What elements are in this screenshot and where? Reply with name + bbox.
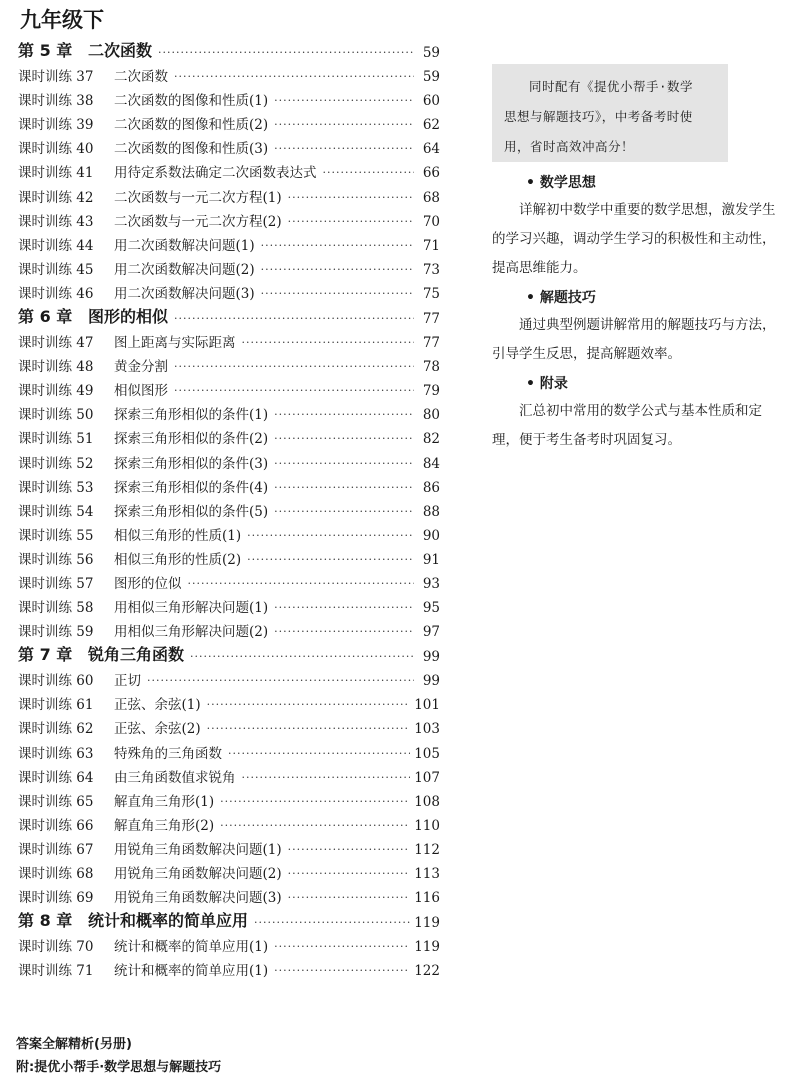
- toc-page-number: 79: [422, 383, 440, 400]
- toc-lesson-row: [18, 157, 440, 181]
- toc-entry-title: 用相似三角形解决问题(2): [114, 624, 269, 641]
- toc-page-number: 113: [414, 866, 440, 882]
- toc-leader-dots: [274, 432, 414, 445]
- toc-entry-number: 第 5 章: [18, 41, 73, 60]
- toc-entry-title: 锐角三角函数: [88, 645, 185, 665]
- toc-leader-dots: [274, 481, 414, 494]
- toc-entry-title: 用二次函数解决问题(1): [114, 237, 255, 254]
- footer-appendix-note: 附:提优小帮手·数学思想与解题技巧: [16, 1060, 222, 1075]
- toc-entry-number: 课时训练 65: [18, 793, 94, 810]
- toc-entry-title: 探索三角形相似的条件(2): [114, 431, 269, 448]
- toc-entry-number: 课时训练 64: [18, 769, 94, 786]
- table-of-contents: [18, 36, 440, 979]
- toc-lesson-row: [18, 109, 440, 133]
- toc-page-number: 103: [414, 721, 440, 738]
- toc-page-number: 66: [422, 165, 440, 182]
- toc-entry-title: 图形的相似: [88, 306, 169, 326]
- toc-page-number: 59: [422, 69, 440, 86]
- toc-entry-title: 二次函数: [114, 69, 168, 86]
- toc-leader-dots: [247, 553, 414, 566]
- toc-entry-number: 课时训练 38: [18, 93, 94, 110]
- toc-entry-number: 课时训练 59: [18, 624, 94, 641]
- toc-entry-number: 课时训练 46: [18, 285, 94, 302]
- toc-entry-number: 课时训练 53: [18, 479, 94, 496]
- toc-lesson-row: [18, 399, 440, 423]
- toc-page-number: 95: [422, 600, 440, 617]
- toc-entry-title: 统计和概率的简单应用: [88, 911, 249, 931]
- toc-page-number: 60: [422, 93, 440, 110]
- toc-page-number: 119: [414, 915, 440, 932]
- toc-page-number: 77: [422, 335, 440, 352]
- toc-page-number: 80: [422, 407, 440, 424]
- toc-page-number: 105: [414, 745, 440, 762]
- toc-page-number: 116: [414, 890, 440, 907]
- toc-chapter-row: [18, 36, 440, 61]
- page-title: 九年级下: [20, 8, 104, 32]
- toc-leader-dots: [274, 408, 414, 421]
- toc-page-number: 112: [414, 841, 440, 858]
- toc-entry-title: 二次函数: [88, 41, 153, 60]
- toc-lesson-row: [18, 278, 440, 302]
- toc-page-number: 59: [422, 45, 440, 61]
- toc-entry-title: 探索三角形相似的条件(1): [114, 407, 269, 424]
- toc-leader-dots: [174, 384, 414, 397]
- toc-entry-number: 课时训练 39: [18, 117, 94, 134]
- toc-lesson-row: [18, 206, 440, 230]
- toc-chapter-row: [18, 640, 440, 665]
- toc-leader-dots: [174, 70, 414, 83]
- toc-lesson-row: [18, 447, 440, 471]
- toc-entry-number: 课时训练 62: [18, 721, 94, 738]
- toc-lesson-row: [18, 254, 440, 278]
- toc-lesson-row: [18, 689, 440, 713]
- toc-entry-number: 课时训练 56: [18, 551, 94, 568]
- toc-entry-number: 课时训练 63: [18, 745, 94, 762]
- toc-page-number: 78: [422, 359, 440, 376]
- note-line: 同时配有《提优小帮手·数学: [529, 79, 694, 94]
- toc-leader-dots: [274, 457, 414, 470]
- toc-entry-number: 课时训练 48: [18, 359, 94, 376]
- toc-entry-number: 课时训练 45: [18, 261, 94, 278]
- toc-leader-dots: [220, 795, 410, 808]
- toc-page-number: 82: [422, 431, 440, 448]
- toc-leader-dots: [228, 747, 410, 760]
- toc-entry-title: 二次函数与一元二次方程(1): [114, 189, 282, 206]
- toc-entry-number: 课时训练 54: [18, 503, 94, 520]
- toc-lesson-row: [18, 85, 440, 109]
- toc-page-number: 62: [422, 117, 440, 134]
- toc-entry-number: 课时训练 69: [18, 890, 94, 907]
- toc-page-number: 70: [422, 213, 440, 230]
- toc-page-number: 75: [422, 285, 440, 302]
- toc-entry-title: 解直角三角形(2): [114, 817, 215, 834]
- toc-leader-dots: [274, 142, 414, 155]
- toc-leader-dots: [242, 771, 411, 784]
- toc-entry-title: 用待定系数法确定二次函数表达式: [114, 165, 317, 182]
- toc-lesson-row: [18, 762, 440, 786]
- feature-description: 通过典型例题讲解常用的解题技巧与方法，引导学生反思，提高解题效率。: [492, 317, 776, 362]
- toc-entry-title: 用二次函数解决问题(2): [114, 261, 255, 278]
- toc-leader-dots: [254, 916, 410, 929]
- toc-page-number: 71: [422, 237, 440, 254]
- toc-page-number: 107: [414, 769, 440, 786]
- toc-leader-dots: [323, 166, 415, 179]
- toc-lesson-row: [18, 327, 440, 351]
- toc-lesson-row: [18, 61, 440, 85]
- toc-chapter-row: [18, 302, 440, 327]
- toc-leader-dots: [261, 287, 414, 300]
- feature-heading: • 解题技巧: [526, 290, 596, 306]
- toc-entry-title: 探索三角形相似的条件(5): [114, 503, 269, 520]
- toc-leader-dots: [288, 215, 414, 228]
- toc-lesson-row: [18, 955, 440, 979]
- toc-entry-title: 用二次函数解决问题(3): [114, 285, 255, 302]
- toc-entry-number: 课时训练 66: [18, 817, 94, 834]
- toc-page-number: 90: [422, 527, 440, 544]
- note-line: 思想与解题技巧》，中考备考时使: [504, 109, 693, 124]
- toc-entry-title: 相似三角形的性质(1): [114, 527, 242, 544]
- toc-entry-number: 课时训练 57: [18, 575, 94, 592]
- toc-entry-number: 课时训练 55: [18, 527, 94, 544]
- toc-entry-number: 课时训练 68: [18, 866, 94, 882]
- toc-leader-dots: [207, 722, 411, 735]
- toc-entry-number: 课时训练 58: [18, 600, 94, 617]
- toc-page-number: 101: [414, 697, 440, 714]
- toc-lesson-row: [18, 616, 440, 640]
- toc-page-number: 97: [422, 624, 440, 641]
- toc-entry-title: 解直角三角形(1): [114, 793, 215, 810]
- toc-lesson-row: [18, 931, 440, 955]
- toc-lesson-row: [18, 713, 440, 737]
- toc-entry-title: 用锐角三角函数解决问题(1): [114, 841, 282, 858]
- toc-page-number: 91: [422, 551, 440, 568]
- toc-leader-dots: [147, 674, 414, 687]
- toc-page-number: 64: [422, 141, 440, 158]
- toc-leader-dots: [274, 625, 414, 638]
- toc-entry-title: 用锐角三角函数解决问题(2): [114, 866, 282, 882]
- toc-entry-title: 用锐角三角函数解决问题(3): [114, 890, 282, 907]
- toc-page-number: 99: [422, 673, 440, 690]
- toc-entry-title: 正切: [114, 673, 141, 690]
- toc-page-number: 73: [422, 261, 440, 278]
- toc-page-number: 122: [414, 963, 440, 980]
- toc-leader-dots: [288, 891, 411, 904]
- toc-leader-dots: [174, 312, 414, 325]
- toc-lesson-row: [18, 230, 440, 254]
- toc-lesson-row: [18, 592, 440, 616]
- toc-lesson-row: [18, 375, 440, 399]
- toc-leader-dots: [190, 650, 414, 663]
- toc-lesson-row: [18, 786, 440, 810]
- toc-entry-title: 探索三角形相似的条件(3): [114, 455, 269, 472]
- toc-page-number: 99: [422, 649, 440, 666]
- toc-entry-title: 由三角函数值求锐角: [114, 769, 236, 786]
- toc-leader-dots: [274, 94, 414, 107]
- toc-entry-title: 正弦、余弦(2): [114, 721, 201, 738]
- toc-entry-number: 课时训练 52: [18, 455, 94, 472]
- toc-lesson-row: [18, 544, 440, 568]
- toc-leader-dots: [247, 529, 414, 542]
- toc-page-number: 119: [414, 939, 440, 956]
- toc-entry-title: 正弦、余弦(1): [114, 697, 201, 714]
- toc-entry-number: 课时训练 49: [18, 383, 94, 400]
- toc-lesson-row: [18, 181, 440, 205]
- toc-entry-number: 课时训练 71: [18, 963, 94, 980]
- toc-entry-number: 课时训练 61: [18, 697, 94, 714]
- toc-entry-number: 课时训练 67: [18, 841, 94, 858]
- feature-heading: • 附录: [526, 376, 568, 392]
- toc-leader-dots: [288, 843, 411, 856]
- toc-entry-number: 课时训练 40: [18, 141, 94, 158]
- toc-entry-number: 课时训练 42: [18, 189, 94, 206]
- toc-page-number: 86: [422, 479, 440, 496]
- toc-entry-title: 统计和概率的简单应用(1): [114, 939, 269, 956]
- toc-leader-dots: [207, 698, 411, 711]
- feature-description: 详解初中数学中重要的数学思想，激发学生的学习兴趣，调动学生学习的积极性和主动性，提高思维能力。: [492, 202, 776, 276]
- toc-leader-dots: [158, 46, 414, 59]
- toc-lesson-row: [18, 882, 440, 906]
- toc-entry-number: 课时训练 51: [18, 431, 94, 448]
- toc-entry-title: 二次函数与一元二次方程(2): [114, 213, 282, 230]
- toc-page-number: 108: [414, 793, 440, 810]
- feature-description: 汇总初中常用的数学公式与基本性质和定理，便于考生备考时巩固复习。: [492, 403, 762, 448]
- toc-lesson-row: [18, 568, 440, 592]
- toc-page-number: 93: [422, 575, 440, 592]
- toc-page-number: 77: [422, 310, 440, 327]
- toc-entry-title: 用相似三角形解决问题(1): [114, 600, 269, 617]
- toc-lesson-row: [18, 472, 440, 496]
- toc-entry-title: 相似图形: [114, 383, 168, 400]
- toc-leader-dots: [261, 239, 414, 252]
- toc-lesson-row: [18, 834, 440, 858]
- toc-page-number: 84: [422, 455, 440, 472]
- toc-lesson-row: [18, 810, 440, 834]
- toc-page-number: 88: [422, 503, 440, 520]
- toc-entry-title: 探索三角形相似的条件(4): [114, 479, 269, 496]
- toc-lesson-row: [18, 737, 440, 761]
- toc-entry-title: 二次函数的图像和性质(3): [114, 141, 269, 158]
- toc-page-number: 68: [422, 189, 440, 206]
- toc-leader-dots: [274, 118, 414, 131]
- note-line: 用，省时高效冲高分！: [504, 139, 635, 154]
- toc-entry-title: 二次函数的图像和性质(2): [114, 117, 269, 134]
- features-section: [492, 170, 788, 457]
- toc-leader-dots: [274, 964, 410, 977]
- toc-entry-title: 特殊角的三角函数: [114, 745, 222, 762]
- toc-entry-number: 课时训练 37: [18, 69, 94, 86]
- toc-entry-title: 图形的位似: [114, 575, 182, 592]
- footer-answer-note: 答案全解精析(另册): [16, 1037, 132, 1052]
- toc-lesson-row: [18, 133, 440, 157]
- toc-lesson-row: [18, 423, 440, 447]
- toc-entry-number: 第 8 章: [18, 911, 73, 931]
- toc-entry-number: 课时训练 70: [18, 939, 94, 956]
- toc-lesson-row: [18, 496, 440, 520]
- toc-entry-number: 课时训练 43: [18, 213, 94, 230]
- toc-leader-dots: [242, 336, 415, 349]
- toc-leader-dots: [174, 360, 414, 373]
- supplement-note: [492, 64, 728, 162]
- toc-lesson-row: [18, 351, 440, 375]
- toc-leader-dots: [261, 263, 414, 276]
- toc-page-number: 110: [414, 817, 440, 834]
- toc-leader-dots: [274, 505, 414, 518]
- toc-leader-dots: [288, 191, 414, 204]
- feature-heading: • 数学思想: [526, 175, 596, 191]
- toc-leader-dots: [220, 819, 410, 832]
- toc-entry-title: 图上距离与实际距离: [114, 335, 236, 352]
- toc-entry-number: 课时训练 41: [18, 165, 94, 182]
- toc-entry-title: 黄金分割: [114, 359, 168, 376]
- toc-entry-title: 统计和概率的简单应用(1): [114, 963, 269, 980]
- toc-entry-number: 第 6 章: [18, 306, 73, 326]
- toc-lesson-row: [18, 665, 440, 689]
- toc-entry-number: 课时训练 44: [18, 237, 94, 254]
- toc-leader-dots: [288, 867, 411, 880]
- toc-leader-dots: [274, 940, 410, 953]
- toc-leader-dots: [274, 601, 414, 614]
- toc-entry-number: 课时训练 60: [18, 673, 94, 690]
- toc-lesson-row: [18, 520, 440, 544]
- toc-lesson-row: [18, 858, 440, 882]
- toc-entry-title: 二次函数的图像和性质(1): [114, 93, 269, 110]
- toc-entry-number: 第 7 章: [18, 645, 73, 665]
- toc-entry-title: 相似三角形的性质(2): [114, 551, 242, 568]
- toc-leader-dots: [188, 577, 415, 590]
- toc-entry-number: 课时训练 50: [18, 407, 94, 424]
- toc-chapter-row: [18, 906, 440, 931]
- toc-entry-number: 课时训练 47: [18, 335, 94, 352]
